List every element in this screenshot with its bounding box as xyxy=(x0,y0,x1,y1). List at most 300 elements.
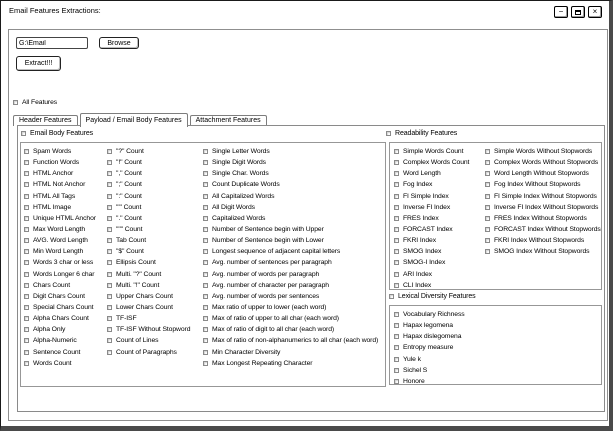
checkbox-icon[interactable] xyxy=(203,283,208,288)
window-title: Email Features Extractions: xyxy=(9,6,101,15)
checkbox-label: HTML All Tags xyxy=(33,192,76,200)
tab-attachment-features[interactable]: Attachment Features xyxy=(190,115,267,126)
checkbox-label: "?" Count xyxy=(116,148,144,156)
checkbox-label: FRES Index Without Stopwords xyxy=(494,214,587,222)
browse-button[interactable]: Browse xyxy=(99,37,139,49)
checkbox-icon[interactable] xyxy=(394,357,399,362)
feature-checkbox-item[interactable] xyxy=(107,269,190,280)
checkbox-icon[interactable] xyxy=(389,294,394,299)
checkbox-icon[interactable] xyxy=(203,361,208,366)
checkbox-label: Max ratio of upper to lower (each word) xyxy=(212,304,327,312)
checkbox-label: Vocabulary Richness xyxy=(403,311,465,319)
feature-column xyxy=(485,146,601,257)
checkbox-icon[interactable] xyxy=(485,249,490,254)
checkbox-icon[interactable] xyxy=(394,249,399,254)
checkbox-label: Tab Count xyxy=(116,237,147,245)
checkbox-icon[interactable] xyxy=(107,316,112,321)
checkbox-icon[interactable] xyxy=(107,260,112,265)
feature-checkbox-item[interactable] xyxy=(24,179,96,190)
feature-checkbox-item[interactable] xyxy=(394,146,469,157)
checkbox-icon[interactable] xyxy=(24,205,29,210)
feature-checkbox-item[interactable] xyxy=(24,157,96,168)
checkbox-icon[interactable] xyxy=(485,216,490,221)
checkbox-label: Fog Index xyxy=(403,181,433,189)
feature-checkbox-item[interactable] xyxy=(107,202,190,213)
checkbox-icon[interactable] xyxy=(24,272,29,277)
checkbox-label: Min Character Diversity xyxy=(212,348,281,356)
checkbox-label: Simple Words Count xyxy=(403,148,464,156)
checkbox-label: Count of Paragraphs xyxy=(116,348,177,356)
checkbox-icon[interactable] xyxy=(24,294,29,299)
checkbox-label: Max of ratio of non-alphanumerics to all char (each word) xyxy=(212,337,379,345)
feature-checkbox-item[interactable] xyxy=(107,324,190,335)
checkbox-icon[interactable] xyxy=(485,149,490,154)
feature-checkbox-item[interactable] xyxy=(203,168,378,179)
checkbox-icon[interactable] xyxy=(394,238,399,243)
checkbox-label: "$" Count xyxy=(116,248,144,256)
checkbox-icon[interactable] xyxy=(203,350,208,355)
checkbox-icon[interactable] xyxy=(24,149,29,154)
feature-checkbox-item[interactable] xyxy=(485,213,601,224)
feature-checkbox-item[interactable] xyxy=(203,313,378,324)
main-panel xyxy=(8,29,608,421)
checkbox-label: Single Digit Words xyxy=(212,159,266,167)
checkbox-label: Multi. "!" Count xyxy=(116,281,160,289)
checkbox-icon[interactable] xyxy=(203,294,208,299)
email-body-features-checkbox[interactable] xyxy=(21,128,93,138)
checkbox-icon[interactable] xyxy=(107,272,112,277)
checkbox-label: Max of ratio of upper to all char (each word) xyxy=(212,315,339,323)
feature-checkbox-item[interactable] xyxy=(24,202,96,213)
feature-checkbox-item[interactable] xyxy=(24,235,96,246)
checkbox-icon[interactable] xyxy=(203,182,208,187)
checkbox-label: Number of Sentence begin with Upper xyxy=(212,226,324,234)
checkbox-label: "." Count xyxy=(116,214,142,222)
feature-column xyxy=(107,146,190,358)
checkbox-label: Word Length xyxy=(403,170,441,178)
feature-checkbox-item[interactable] xyxy=(203,202,378,213)
checkbox-label: FORCAST Index Without Stopwords xyxy=(494,226,601,234)
feature-checkbox-item[interactable] xyxy=(107,224,190,235)
feature-checkbox-item[interactable] xyxy=(107,257,190,268)
feature-checkbox-item[interactable] xyxy=(24,291,96,302)
feature-checkbox-item[interactable] xyxy=(24,257,96,268)
checkbox-icon[interactable] xyxy=(107,216,112,221)
checkbox-icon[interactable] xyxy=(394,368,399,373)
checkbox-label: Single Char. Words xyxy=(212,170,269,178)
checkbox-label: "!" Count xyxy=(116,159,142,167)
checkbox-icon[interactable] xyxy=(394,227,399,232)
feature-checkbox-item[interactable] xyxy=(24,191,96,202)
feature-checkbox-item[interactable] xyxy=(203,157,378,168)
checkbox-label: ARI Index xyxy=(403,270,432,278)
feature-checkbox-item[interactable] xyxy=(485,246,601,257)
minimize-icon: − xyxy=(558,7,564,16)
window-controls xyxy=(554,6,602,18)
feature-checkbox-item[interactable] xyxy=(24,213,96,224)
checkbox-icon[interactable] xyxy=(107,327,112,332)
checkbox-icon[interactable] xyxy=(394,283,399,288)
checkbox-icon[interactable] xyxy=(394,323,399,328)
checkbox-label: Inverse FI Index xyxy=(403,203,451,211)
feature-checkbox-item[interactable] xyxy=(485,224,601,235)
feature-checkbox-item[interactable] xyxy=(24,269,96,280)
feature-checkbox-item[interactable] xyxy=(203,191,378,202)
checkbox-label: SMOG-I Index xyxy=(403,259,446,267)
feature-checkbox-item[interactable] xyxy=(203,358,378,369)
checkbox-icon[interactable] xyxy=(24,350,29,355)
checkbox-icon[interactable] xyxy=(107,283,112,288)
feature-checkbox-item[interactable] xyxy=(394,168,469,179)
checkbox-icon[interactable] xyxy=(485,227,490,232)
checkbox-label: HTML Anchor xyxy=(33,170,74,178)
checkbox-icon[interactable] xyxy=(107,205,112,210)
checkbox-label: Function Words xyxy=(33,159,80,167)
checkbox-icon[interactable] xyxy=(394,160,399,165)
checkbox-icon[interactable] xyxy=(203,305,208,310)
checkbox-icon[interactable] xyxy=(203,238,208,243)
feature-checkbox-item[interactable] xyxy=(394,309,465,320)
feature-checkbox-item[interactable] xyxy=(394,191,469,202)
feature-checkbox-item[interactable] xyxy=(24,224,96,235)
checkbox-icon[interactable] xyxy=(24,338,29,343)
checkbox-label: Alpha Chars Count xyxy=(33,315,89,323)
feature-checkbox-item[interactable] xyxy=(203,224,378,235)
checkbox-icon[interactable] xyxy=(203,249,208,254)
feature-checkbox-item[interactable] xyxy=(107,347,190,358)
checkbox-icon[interactable] xyxy=(24,194,29,199)
checkbox-icon[interactable] xyxy=(386,131,391,136)
feature-checkbox-item[interactable] xyxy=(394,246,469,257)
feature-checkbox-item[interactable] xyxy=(24,302,96,313)
checkbox-icon[interactable] xyxy=(24,260,29,265)
checkbox-icon[interactable] xyxy=(394,334,399,339)
close-icon: × xyxy=(592,7,598,16)
checkbox-label: Upper Chars Count xyxy=(116,292,173,300)
checkbox-label: Max of ratio of digit to all char (each word) xyxy=(212,326,335,334)
checkbox-icon[interactable] xyxy=(203,194,208,199)
feature-checkbox-item[interactable] xyxy=(107,179,190,190)
checkbox-icon[interactable] xyxy=(485,171,490,176)
feature-checkbox-item[interactable] xyxy=(24,335,96,346)
feature-checkbox-item[interactable] xyxy=(107,168,190,179)
readability-features-group xyxy=(389,142,602,290)
checkbox-icon[interactable] xyxy=(203,160,208,165)
checkbox-icon[interactable] xyxy=(107,350,112,355)
feature-checkbox-item[interactable] xyxy=(203,335,378,346)
checkbox-icon[interactable] xyxy=(107,338,112,343)
checkbox-icon[interactable] xyxy=(394,171,399,176)
feature-checkbox-item[interactable] xyxy=(394,280,469,291)
feature-checkbox-item[interactable] xyxy=(485,235,601,246)
checkbox-label: Multi. "?" Count xyxy=(116,270,162,278)
checkbox-icon[interactable] xyxy=(24,216,29,221)
checkbox-label: FI Simple Index xyxy=(403,192,449,200)
feature-checkbox-item[interactable] xyxy=(107,335,190,346)
checkbox-icon[interactable] xyxy=(203,316,208,321)
checkbox-icon[interactable] xyxy=(203,327,208,332)
feature-checkbox-item[interactable] xyxy=(485,179,601,190)
checkbox-label: Complex Words Count xyxy=(403,159,470,167)
checkbox-label: Hapax legomena xyxy=(403,322,453,330)
feature-checkbox-item[interactable] xyxy=(107,246,190,257)
feature-checkbox-item[interactable] xyxy=(107,235,190,246)
feature-checkbox-item[interactable] xyxy=(203,302,378,313)
checkbox-icon[interactable] xyxy=(24,171,29,176)
feature-checkbox-item[interactable] xyxy=(24,313,96,324)
checkbox-label: Entropy measure xyxy=(403,344,454,352)
checkbox-label: Spam Words xyxy=(33,148,72,156)
feature-checkbox-item[interactable] xyxy=(394,269,469,280)
checkbox-icon[interactable] xyxy=(24,327,29,332)
feature-column xyxy=(203,146,378,369)
checkbox-label: Avg. number of words per paragraph xyxy=(212,270,320,278)
checkbox-icon[interactable] xyxy=(24,160,29,165)
checkbox-icon[interactable] xyxy=(394,149,399,154)
path-input[interactable] xyxy=(16,37,88,49)
feature-checkbox-item[interactable] xyxy=(107,291,190,302)
checkbox-icon[interactable] xyxy=(107,238,112,243)
checkbox-label: """ Count xyxy=(116,226,143,234)
checkbox-label: Sentence Count xyxy=(33,348,81,356)
checkbox-icon[interactable] xyxy=(203,149,208,154)
checkbox-icon[interactable] xyxy=(107,305,112,310)
checkbox-icon[interactable] xyxy=(24,182,29,187)
all-features-label: All Features xyxy=(22,98,58,106)
feature-checkbox-item[interactable] xyxy=(203,257,378,268)
checkbox-icon[interactable] xyxy=(394,260,399,265)
feature-checkbox-item[interactable] xyxy=(203,280,378,291)
feature-checkbox-item[interactable] xyxy=(485,146,601,157)
feature-checkbox-item[interactable] xyxy=(485,191,601,202)
checkbox-label: Honore xyxy=(403,377,425,385)
checkbox-icon[interactable] xyxy=(21,131,26,136)
checkbox-label: Count Duplicate Words xyxy=(212,181,280,189)
checkbox-label: Number of Sentence begin with Lower xyxy=(212,237,324,245)
checkbox-label: "," Count xyxy=(116,170,142,178)
checkbox-label: Alpha-Numeric xyxy=(33,337,77,345)
checkbox-icon[interactable] xyxy=(203,171,208,176)
checkbox-label: Words Count xyxy=(33,359,72,367)
feature-checkbox-item[interactable] xyxy=(203,269,378,280)
checkbox-icon[interactable] xyxy=(107,171,112,176)
feature-checkbox-item[interactable] xyxy=(485,157,601,168)
feature-checkbox-item[interactable] xyxy=(203,213,378,224)
feature-checkbox-item[interactable] xyxy=(394,320,465,331)
checkbox-icon[interactable] xyxy=(394,345,399,350)
extract-button[interactable]: Extract!!! xyxy=(16,56,61,71)
readability-features-checkbox[interactable] xyxy=(386,128,457,138)
checkbox-icon[interactable] xyxy=(203,272,208,277)
checkbox-label: Capitalized Words xyxy=(212,214,266,222)
checkbox-label: Chars Count xyxy=(33,281,71,289)
checkbox-icon[interactable] xyxy=(203,260,208,265)
checkbox-label: Avg. number of sentences per paragraph xyxy=(212,259,332,267)
feature-checkbox-item[interactable] xyxy=(394,202,469,213)
checkbox-icon[interactable] xyxy=(107,227,112,232)
feature-checkbox-item[interactable] xyxy=(107,157,190,168)
feature-checkbox-item[interactable] xyxy=(394,342,465,353)
checkbox-label: Avg. number of words per sentences xyxy=(212,292,320,300)
checkbox-icon[interactable] xyxy=(203,338,208,343)
feature-checkbox-item[interactable] xyxy=(203,235,378,246)
checkbox-label: Inverse FI Index Without Stopwords xyxy=(494,203,599,211)
checkbox-icon[interactable] xyxy=(24,249,29,254)
checkbox-label: Words Longer 6 char xyxy=(33,270,95,278)
checkbox-icon[interactable] xyxy=(485,238,490,243)
feature-checkbox-item[interactable] xyxy=(394,213,469,224)
checkbox-icon[interactable] xyxy=(107,149,112,154)
feature-checkbox-item[interactable] xyxy=(394,365,465,376)
tab-payload-email-body-features[interactable]: Payload / Email Body Features xyxy=(80,113,188,127)
checkbox-icon[interactable] xyxy=(394,194,399,199)
feature-checkbox-item[interactable] xyxy=(24,246,96,257)
checkbox-icon[interactable] xyxy=(394,216,399,221)
checkbox-label: TF-ISF xyxy=(116,315,137,323)
maximize-icon xyxy=(575,10,581,15)
feature-checkbox-item[interactable] xyxy=(203,347,378,358)
checkbox-icon[interactable] xyxy=(394,205,399,210)
feature-checkbox-item[interactable] xyxy=(203,179,378,190)
checkbox-label: SMOG Index xyxy=(403,248,442,256)
lexical-diversity-features-checkbox[interactable] xyxy=(389,291,476,301)
feature-checkbox-item[interactable] xyxy=(203,246,378,257)
checkbox-icon[interactable] xyxy=(394,379,399,384)
checkbox-label: FI Simple Index Without Stopwords xyxy=(494,192,597,200)
email-body-features-group xyxy=(20,142,386,387)
feature-checkbox-item[interactable] xyxy=(485,168,601,179)
checkbox-icon[interactable] xyxy=(24,305,29,310)
checkbox-icon[interactable] xyxy=(107,294,112,299)
checkbox-icon[interactable] xyxy=(13,100,18,105)
feature-checkbox-item[interactable] xyxy=(394,257,469,268)
checkbox-label: Max Longest Repeating Character xyxy=(212,359,313,367)
lexical-diversity-features-group xyxy=(389,305,602,385)
feature-checkbox-item[interactable] xyxy=(394,376,465,387)
feature-checkbox-item[interactable] xyxy=(394,354,465,365)
feature-checkbox-item[interactable] xyxy=(203,146,378,157)
checkbox-label: All Digit Words xyxy=(212,203,255,211)
checkbox-icon[interactable] xyxy=(24,283,29,288)
maximize-button[interactable] xyxy=(571,6,585,18)
checkbox-label: Fog Index Without Stopwords xyxy=(494,181,581,189)
feature-checkbox-item[interactable] xyxy=(24,358,96,369)
feature-checkbox-item[interactable] xyxy=(24,324,96,335)
checkbox-label: Special Chars Count xyxy=(33,304,94,312)
checkbox-label: AVG. Word Length xyxy=(33,237,88,245)
feature-checkbox-item[interactable] xyxy=(107,213,190,224)
feature-checkbox-item[interactable] xyxy=(107,280,190,291)
checkbox-icon[interactable] xyxy=(107,160,112,165)
checkbox-label: Single Letter Words xyxy=(212,148,270,156)
checkbox-label: Alpha Only xyxy=(33,326,66,334)
checkbox-label: Min Word Length xyxy=(33,248,84,256)
checkbox-label: Simple Words Without Stopwords xyxy=(494,148,593,156)
tab-header-features[interactable]: Header Features xyxy=(13,115,78,126)
checkbox-label: Ellipsis Count xyxy=(116,259,156,267)
checkbox-label: HTML Not Anchor xyxy=(33,181,86,189)
checkbox-label: Longest sequence of adjacent capital letters xyxy=(212,248,341,256)
checkbox-label: FORCAST Index xyxy=(403,226,453,234)
feature-checkbox-item[interactable] xyxy=(485,202,601,213)
checkbox-icon[interactable] xyxy=(107,182,112,187)
checkbox-label: Max Word Length xyxy=(33,226,86,234)
feature-column xyxy=(24,146,96,369)
checkbox-label: Sichel S xyxy=(403,366,428,374)
checkbox-label: Unique HTML Anchor xyxy=(33,214,96,222)
checkbox-icon[interactable] xyxy=(107,249,112,254)
feature-checkbox-item[interactable] xyxy=(203,291,378,302)
tab-bar xyxy=(13,111,267,126)
checkbox-label: FRES Index xyxy=(403,214,439,222)
checkbox-label: Avg. number of character per paragraph xyxy=(212,281,329,289)
checkbox-label: Complex Words Without Stopwords xyxy=(494,159,599,167)
checkbox-icon[interactable] xyxy=(485,160,490,165)
feature-checkbox-item[interactable] xyxy=(107,146,190,157)
tab-page-payload xyxy=(17,125,605,412)
feature-checkbox-item[interactable] xyxy=(107,191,190,202)
feature-checkbox-item[interactable] xyxy=(107,313,190,324)
checkbox-icon[interactable] xyxy=(485,182,490,187)
checkbox-label: HTML Image xyxy=(33,203,72,211)
checkbox-icon[interactable] xyxy=(394,312,399,317)
checkbox-icon[interactable] xyxy=(24,361,29,366)
checkbox-label: CLI Index xyxy=(403,281,432,289)
checkbox-label: FKRI Index Without Stopwords xyxy=(494,237,585,245)
all-features-checkbox[interactable] xyxy=(13,97,57,107)
feature-checkbox-item[interactable] xyxy=(24,168,96,179)
checkbox-icon[interactable] xyxy=(24,316,29,321)
feature-column xyxy=(394,309,465,387)
minimize-button[interactable] xyxy=(554,6,568,18)
feature-checkbox-item[interactable] xyxy=(394,157,469,168)
feature-checkbox-item[interactable] xyxy=(24,280,96,291)
checkbox-label: TF-ISF Without Stopword xyxy=(116,326,191,334)
feature-checkbox-item[interactable] xyxy=(24,347,96,358)
checkbox-icon[interactable] xyxy=(203,205,208,210)
checkbox-label: FKRI Index xyxy=(403,237,436,245)
checkbox-label: Word Length Without Stopwords xyxy=(494,170,589,178)
checkbox-icon[interactable] xyxy=(485,194,490,199)
checkbox-label: Hapax dislegomena xyxy=(403,333,462,341)
checkbox-icon[interactable] xyxy=(203,216,208,221)
feature-checkbox-item[interactable] xyxy=(107,302,190,313)
feature-checkbox-item[interactable] xyxy=(394,224,469,235)
checkbox-icon[interactable] xyxy=(24,238,29,243)
close-button[interactable] xyxy=(588,6,602,18)
feature-checkbox-item[interactable] xyxy=(203,324,378,335)
feature-checkbox-item[interactable] xyxy=(394,179,469,190)
checkbox-label: Count of Lines xyxy=(116,337,159,345)
checkbox-icon[interactable] xyxy=(394,272,399,277)
feature-checkbox-item[interactable] xyxy=(394,331,465,342)
checkbox-icon[interactable] xyxy=(485,205,490,210)
feature-checkbox-item[interactable] xyxy=(24,146,96,157)
readability-features-label: Readability Features xyxy=(395,129,458,137)
email-body-features-label: Email Body Features xyxy=(30,129,94,137)
lexical-diversity-features-label: Lexical Diversity Features xyxy=(398,292,476,300)
checkbox-label: SMOG Index Without Stopwords xyxy=(494,248,590,256)
feature-checkbox-item[interactable] xyxy=(394,235,469,246)
checkbox-label: All Capitalized Words xyxy=(212,192,275,200)
checkbox-label: ";" Count xyxy=(116,181,142,189)
checkbox-label: Yule k xyxy=(403,355,421,363)
checkbox-label: "'" Count xyxy=(116,203,142,211)
checkbox-icon[interactable] xyxy=(107,194,112,199)
checkbox-icon[interactable] xyxy=(24,227,29,232)
checkbox-icon[interactable] xyxy=(203,227,208,232)
checkbox-icon[interactable] xyxy=(394,182,399,187)
